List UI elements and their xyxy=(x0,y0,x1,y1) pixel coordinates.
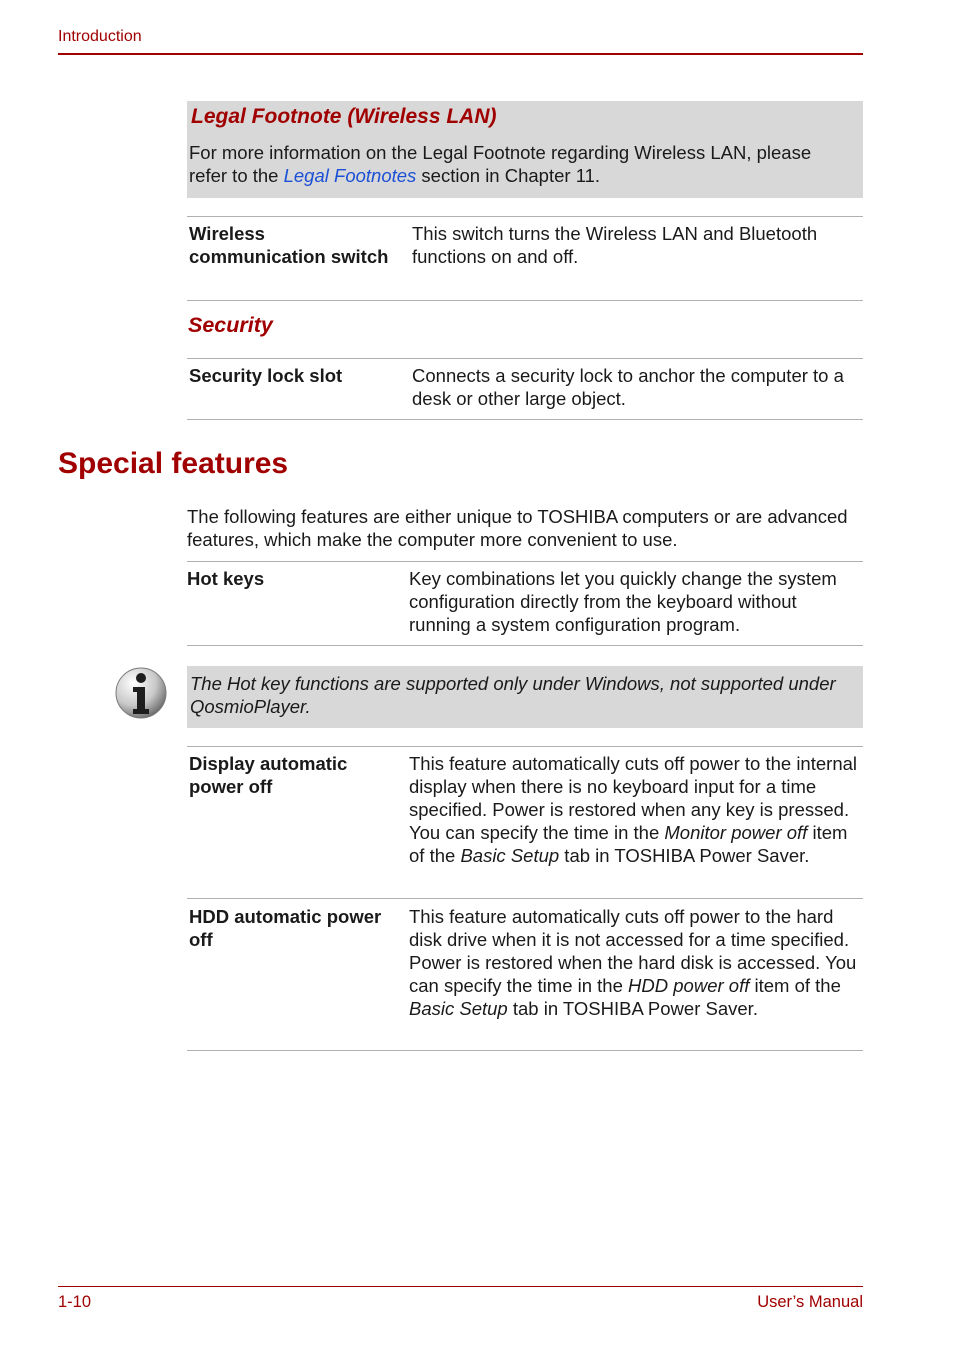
table-rule xyxy=(187,898,863,899)
table-rule xyxy=(187,746,863,747)
special-features-heading: Special features xyxy=(58,447,289,480)
legal-footnote-title: Legal Footnote (Wireless LAN) xyxy=(191,105,497,128)
page-number: 1-10 xyxy=(58,1293,92,1311)
legal-footnote-box xyxy=(187,101,863,198)
hdd-power-off-desc: This feature automatically cuts off power to the hard disk drive when it is not accessed for a time specified. Power is restored when the hard disk is accessed. You can specify the time in the HDD power off item of the Basic Setup tab in TOSHIBA Power Saver. xyxy=(409,906,857,1019)
table-rule xyxy=(187,300,863,301)
footer-rule xyxy=(58,1286,863,1287)
hotkey-info-text: The Hot key functions are supported only under Windows, not supported under QosmioPlayer. xyxy=(190,673,836,717)
running-header: Introduction xyxy=(58,28,142,45)
table-rule xyxy=(187,561,863,562)
display-power-off-desc: This feature automatically cuts off power to the internal display when there is no keyboard input for a time specified. Power is restored when any key is pressed. You can specify the time in the Monitor power off item of the Basic Setup tab in TOSHIBA Power Saver. xyxy=(409,753,858,866)
security-lock-term: Security lock slot xyxy=(189,365,343,386)
display-power-off-term: Display automatic power off xyxy=(189,753,348,797)
security-lock-desc: Connects a security lock to anchor the computer to a desk or other large object. xyxy=(412,365,844,409)
hot-keys-term: Hot keys xyxy=(187,568,265,589)
table-rule xyxy=(187,358,863,359)
hdd-power-off-term: HDD automatic power off xyxy=(189,906,382,950)
wireless-switch-term: Wireless communication switch xyxy=(189,223,389,267)
wireless-switch-desc: This switch turns the Wireless LAN and Bluetooth functions on and off. xyxy=(412,223,818,267)
table-rule xyxy=(187,216,863,217)
legal-footnotes-link[interactable]: Legal Footnotes xyxy=(283,165,417,186)
hotkey-info-note xyxy=(187,666,863,728)
hot-keys-desc: Key combinations let you quickly change the system configuration directly from the keyboard without running a system configuration program. xyxy=(409,568,837,635)
manual-title: User’s Manual xyxy=(757,1293,863,1311)
table-rule xyxy=(187,1050,863,1051)
table-rule xyxy=(187,645,863,646)
legal-footnote-text: For more information on the Legal Footnote regarding Wireless LAN, please refer to the Legal Footnotes section in Chapter 11. xyxy=(189,142,812,186)
security-heading: Security xyxy=(188,313,273,337)
table-rule xyxy=(187,419,863,420)
special-features-intro: The following features are either unique to TOSHIBA computers or are advanced features, which make the computer more convenient to use. xyxy=(187,506,848,550)
header-rule xyxy=(58,53,863,55)
info-icon xyxy=(114,666,168,720)
